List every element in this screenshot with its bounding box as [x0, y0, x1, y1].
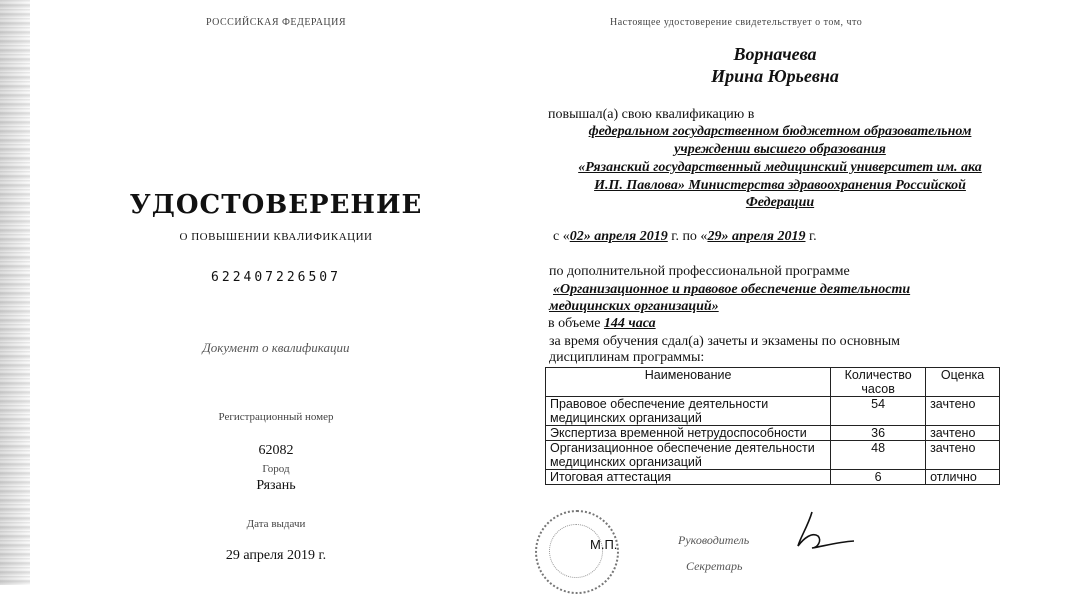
secretary-signature-label: Секретарь	[686, 559, 743, 573]
table-row	[546, 426, 1000, 441]
row-name-line1: Организационное обеспечение деятельности	[550, 441, 815, 455]
exams-line-2: дисциплинам программы:	[549, 350, 705, 365]
date-from-prefix: с «	[553, 229, 570, 244]
city-label: Город	[262, 463, 290, 475]
row-name	[546, 441, 831, 470]
official-stamp	[535, 510, 619, 594]
city-value: Рязань	[256, 478, 296, 493]
registration-number: 62082	[258, 443, 294, 458]
scan-edge-artifact	[0, 0, 30, 585]
row-hours: 36	[831, 426, 926, 441]
exams-line-1: за время обучения сдал(а) зачеты и экзамены по основным	[549, 334, 901, 349]
volume-prefix: в объеме	[548, 316, 604, 331]
date-mid: г. по «	[667, 229, 708, 244]
row-grade: отлично	[926, 470, 1000, 485]
signature-mark	[790, 508, 860, 553]
program-line-2: медицинских организаций»	[549, 299, 719, 314]
row-hours: 6	[831, 470, 926, 485]
stamp-label: М.П.	[590, 537, 618, 552]
document-subtitle: О ПОВЫШЕНИИ КВАЛИФИКАЦИИ	[179, 231, 373, 243]
document-title: УДОСТОВЕРЕНИЕ	[129, 190, 423, 220]
institution-line-1: федеральном государственном бюджетном образовательном	[588, 124, 972, 139]
institution-line-5: Федерации	[745, 195, 815, 210]
table-row	[546, 441, 1000, 470]
document-type: Документ о квалификации	[202, 340, 350, 355]
recipient-surname: Ворначева	[733, 44, 817, 64]
study-period	[553, 229, 817, 245]
program-line-1: «Организационное и правовое обеспечение деятельности	[553, 282, 911, 297]
program-volume	[548, 316, 656, 332]
header-hours-line1: Количество	[844, 368, 912, 382]
header-hours	[831, 368, 926, 397]
head-signature-label: Руководитель	[678, 533, 750, 547]
country-label: РОССИЙСКАЯ ФЕДЕРАЦИЯ	[205, 17, 347, 28]
date-suffix: г.	[805, 229, 817, 244]
serial-number: 622407226507	[211, 270, 341, 285]
program-intro: по дополнительной профессиональной программе	[549, 264, 850, 279]
row-name-line2: медицинских организаций	[550, 455, 702, 469]
date-to: 29» апреля 2019	[707, 229, 806, 244]
date-from: 02» апреля 2019	[569, 229, 668, 244]
grades-table	[545, 367, 1000, 485]
issue-date-label: Дата выдачи	[246, 518, 306, 530]
row-name	[546, 397, 831, 426]
row-name: Экспертиза временной нетрудоспособности	[546, 426, 831, 441]
institution-line-3: «Рязанский государственный медицинский университет им. ака	[578, 160, 982, 175]
volume-value: 144 часа	[603, 316, 656, 331]
row-name: Итоговая аттестация	[546, 470, 831, 485]
row-hours: 48	[831, 441, 926, 470]
institution-line-2: учреждении высшего образования	[674, 142, 886, 157]
row-grade: зачтено	[926, 426, 1000, 441]
registration-label: Регистрационный номер	[218, 411, 334, 423]
header-name: Наименование	[546, 368, 831, 397]
row-name-line2: медицинских организаций	[550, 411, 702, 425]
issue-date-value: 29 апреля 2019 г.	[225, 548, 327, 563]
intro-text: Настоящее удостоверение свидетельствует о том, что	[610, 17, 863, 28]
table-row	[546, 397, 1000, 426]
header-grade: Оценка	[926, 368, 1000, 397]
recipient-given-names: Ирина Юрьевна	[711, 66, 839, 86]
qualification-text: повышал(а) свою квалификацию в	[548, 107, 755, 122]
row-name-line1: Правовое обеспечение деятельности	[550, 397, 769, 411]
row-hours: 54	[831, 397, 926, 426]
row-grade: зачтено	[926, 397, 1000, 426]
institution-line-4: И.П. Павлова» Министерства здравоохранения Российской	[594, 178, 966, 193]
table-header-row	[546, 368, 1000, 397]
table-row	[546, 470, 1000, 485]
header-hours-line2: часов	[861, 382, 895, 396]
row-grade: зачтено	[926, 441, 1000, 470]
